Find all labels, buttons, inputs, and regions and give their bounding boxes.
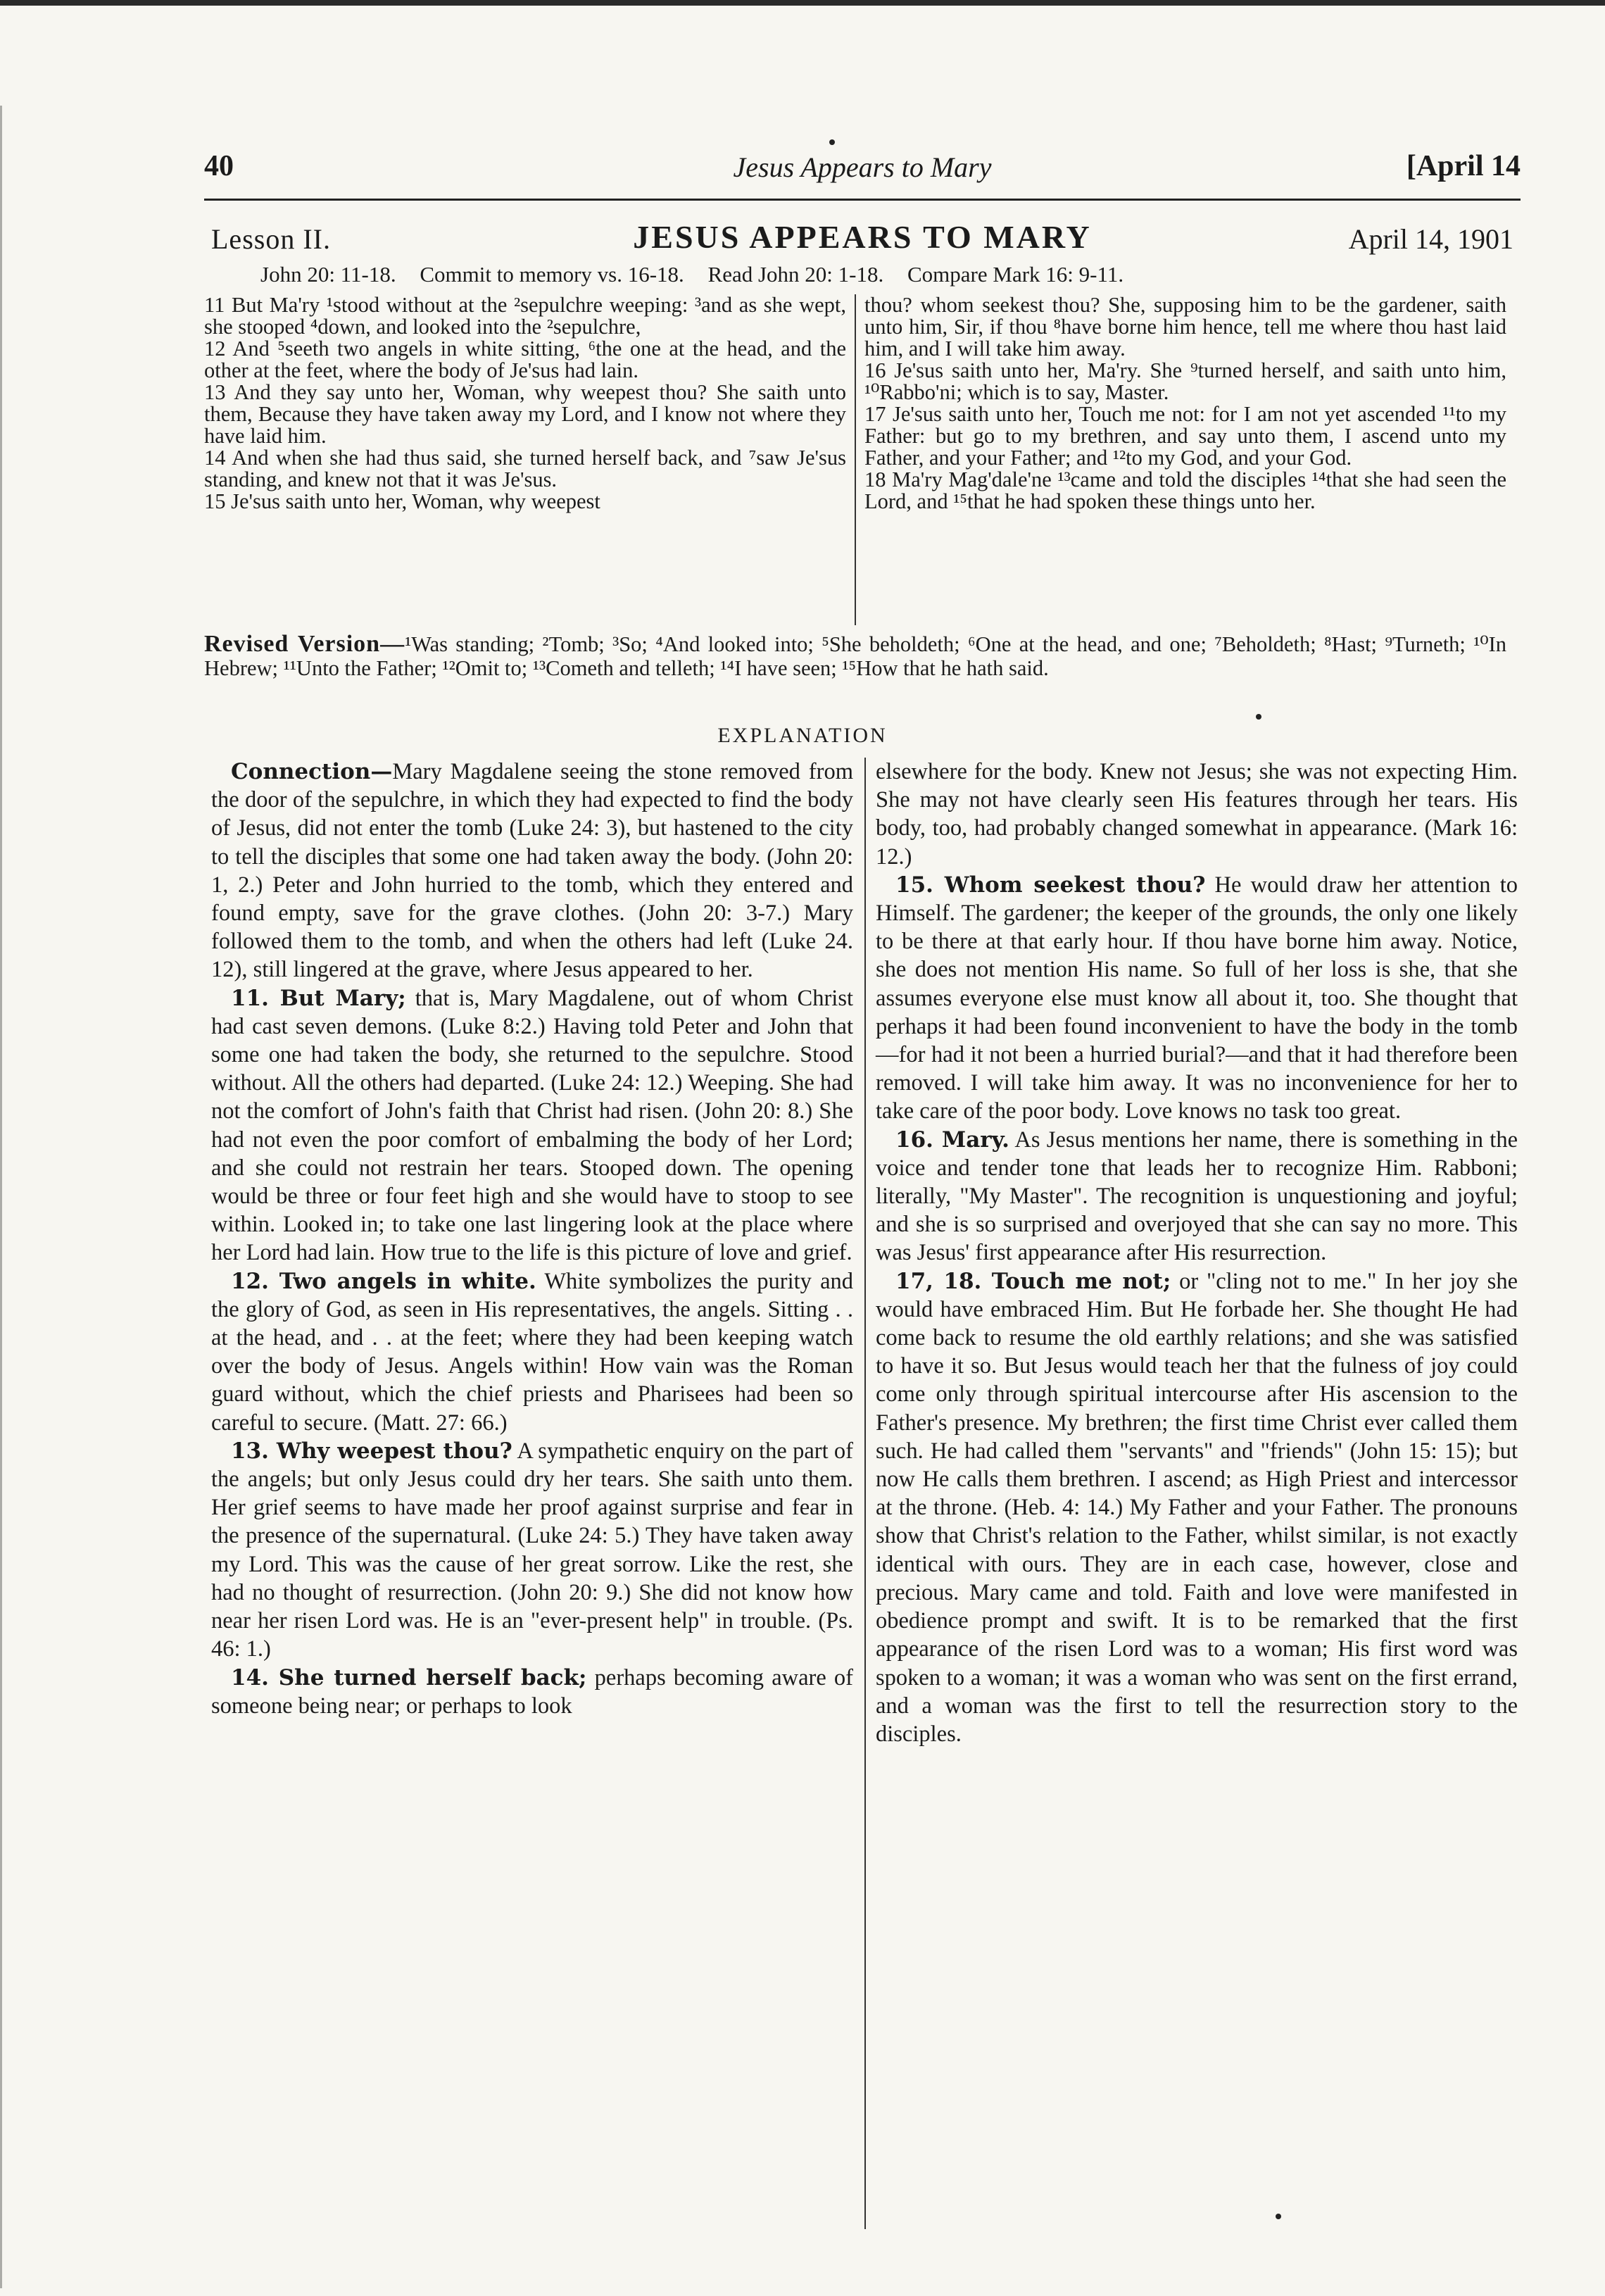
- verse-15-start: 15 Je'sus saith unto her, Woman, why weepest: [204, 489, 600, 513]
- paragraph-text: or "cling not to me." In her joy she would have embraced Him. But He forbade her. She thought He had come back to resume the old earthly relations; and she was satisfied to have it so. But Jesus would teach her that the fulness of joy could come only through spiritual intercourse after His ascension to the Father's presence. My brethren; the first time Christ ever called them such. He had called them "servants" and "friends" (John 15: 15); but now He calls them brethren. I ascend; as High Priest and intercessor at the throne. (Heb. 4: 14.) My Father and your Father. The pronouns show that Christ's relation to the Father, whilst similar, is not exactly identical with ours. They are in each case, however, close and precious. Mary came and told. Faith and love were manifested in obedience prompt and swift. It is to be remarked that the first appearance of the risen Lord was to a woman; His first word was spoken to a woman; it was a woman who was sent on the first errand, and a woman was the first to tell the resurrection story to the disciples.: [876, 1268, 1518, 1747]
- verse-12: 12 And ⁵seeth two angels in white sitting, ⁶the one at the head, and the other at the feet, where the body of Je'sus had lain.: [204, 337, 846, 382]
- paragraph-lead: 16. Mary.: [895, 1127, 1009, 1153]
- paragraph-text: A sympathetic enquiry on the part of the angels; but only Jesus could dry her tears. She saith unto them. Her grief seems to have made her proof against surprise and fear in the presence of the supernatural. (Luke 24: 5.) They have taken away my Lord. This was the cause of her great sorrow. Like the rest, she had no thought of resurrection. (John 20: 9.) She did not know how near her risen Lord was. He is an "ever-present help" in trouble. (Ps. 46: 1.): [211, 1438, 854, 1662]
- print-speck: [829, 139, 835, 145]
- paragraph-text: Mary Magdalene seeing the stone removed from the door of the sepulchre, in which they had expected to find the body of Jesus, did not enter the tomb (Luke 24: 3), but hastened to the city to tell the disciples that some one had taken away the body. (John 20: 1, 2.) Peter and John hurried to the tomb, which they entered and found empty, save for the grave clothes. (John 20: 3-7.) Mary followed them to the tomb, and when the others had left (Luke 24. 12), still lingered at the grave, where Jesus appeared to her.: [211, 759, 853, 983]
- note-verse-13: [211, 1437, 853, 1664]
- column-rule: [855, 294, 856, 625]
- lesson-date: April 14, 1901: [1348, 223, 1513, 255]
- paragraph-lead: 12. Two angels in white.: [231, 1268, 536, 1294]
- lesson-heading: [211, 218, 1513, 261]
- scan-edge-top: [0, 0, 1605, 6]
- paragraph-lead: 14. She turned herself back;: [231, 1664, 587, 1690]
- paragraph-lead: 13. Why weepest thou?: [231, 1438, 512, 1464]
- verse-11: 11 But Ma'ry ¹stood without at the ²sepulchre weeping: ³and as she wept, she stooped ⁴down, and looked into the ²sepulchre,: [204, 293, 846, 339]
- note-verse-12: [211, 1267, 853, 1437]
- paragraph-text: perhaps becoming aware of someone being near; or perhaps to look: [211, 1664, 854, 1719]
- scan-edge-left: [0, 106, 10, 2288]
- revised-version-notes: [204, 632, 1506, 680]
- scripture-column-left: [204, 294, 846, 513]
- paragraph-lead: 11. But Mary;: [231, 985, 406, 1011]
- paragraph-text: elsewhere for the body. Knew not Jesus; she was not expecting Him. She may not have clearly seen His features through her tears. His body, too, had probably changed somewhat in appearance. (Mark 16: 12.): [876, 759, 1518, 870]
- column-rule: [864, 758, 866, 2229]
- ref-passage: John 20: 11-18.: [260, 262, 396, 287]
- verse-14: 14 And when she had thus said, she turned herself back, and ⁷saw Je'sus standing, and knew not that it was Je'sus.: [204, 446, 846, 491]
- verse-13: 13 And they say unto her, Woman, why weepest thou? She saith unto them, Because they have taken away my Lord, and I know not where they have laid him.: [204, 380, 846, 448]
- verse-17: 17 Je'sus saith unto her, Touch me not: for I am not yet ascended ¹¹to my Father: but go to my brethren, and say unto them, I ascend unto my Father, and your Father; and ¹²to my God, and your God.: [864, 402, 1506, 470]
- verse-15-end: thou? whom seekest thou? She, supposing him to be the gardener, saith unto him, Sir, if thou ⁸have borne him hence, tell me where thou hast laid him, and I will take him away.: [864, 293, 1506, 360]
- lesson-title: JESUS APPEARS TO MARY: [633, 219, 1092, 255]
- revised-version-text: ¹Was standing; ²Tomb; ³So; ⁴And looked into; ⁵She beholdeth; ⁶One at the head, and one; ⁷Beholdeth; ⁸Hast; ⁹Turneth; ¹⁰In Hebrew; ¹¹Unto the Father; ¹²Omit to; ¹³Cometh and telleth; ¹⁴I have seen; ¹⁵How that he hath said.: [204, 632, 1506, 680]
- paragraph-text: As Jesus mentions her name, there is something in the voice and tender tone that leads her to recognize Him. Rabboni; literally, "My Master". The recognition is unquestioning and joyful; and she is so surprised and overjoyed that she can say no more. This was Jesus' first appearance after His resurrection.: [876, 1127, 1518, 1266]
- running-title: Jesus Appears to Mary: [733, 151, 992, 183]
- lesson-number: Lesson II.: [211, 223, 331, 255]
- paragraph-lead: 17, 18. Touch me not;: [895, 1268, 1171, 1294]
- connection-paragraph: [211, 758, 853, 984]
- ref-read: Read John 20: 1-18.: [707, 262, 884, 287]
- explanation-column-right: [876, 758, 1518, 1748]
- note-verses-17-18: [876, 1267, 1518, 1748]
- scripture-column-right: [864, 294, 1506, 513]
- page-number: 40: [204, 150, 234, 182]
- print-speck: [1256, 714, 1261, 720]
- paragraph-lead: Connection—: [231, 759, 393, 784]
- revised-version-heading: Revised Version—: [204, 631, 405, 657]
- running-date: [April 14: [1406, 150, 1521, 182]
- scripture-text: [204, 294, 1506, 634]
- paragraph-text: White symbolizes the purity and the glory of God, as seen in His representatives, the angels. Sitting . . at the head, and . . at the feet; where they had been keeping watch over the body of Jesus. Angels within! How vain was the Roman guard without, which the chief priests and Pharisees had been so careful to secure. (Matt. 27: 66.): [211, 1268, 853, 1436]
- explanation-column-left: [211, 758, 853, 1720]
- running-head: [204, 149, 1521, 201]
- note-verse-15: [876, 871, 1518, 1126]
- ref-compare: Compare Mark 16: 9-11.: [907, 262, 1124, 287]
- verse-18: 18 Ma'ry Mag'dale'ne ¹³came and told the disciples ¹⁴that she had seen the Lord, and ¹⁵that he had spoken these things unto her.: [864, 468, 1506, 513]
- ref-memory: Commit to memory vs. 16-18.: [420, 262, 684, 287]
- verse-16: 16 Je'sus saith unto her, Ma'ry. She ⁹turned herself, and saith unto him, ¹⁰Rabbo'ni; which is to say, Master.: [864, 358, 1506, 404]
- note-verse-14: [211, 1664, 853, 1720]
- explanation-heading: EXPLANATION: [717, 724, 888, 747]
- explanation-body: [211, 758, 1521, 2243]
- note-verse-16: [876, 1126, 1518, 1267]
- paragraph-lead: 15. Whom seekest thou?: [895, 872, 1206, 898]
- paragraph-text: that is, Mary Magdalene, out of whom Christ had cast seven demons. (Luke 8:2.) Having told Peter and John that some one had taken the body, she returned to the sepulchre. Stood without. All the others had departed. (Luke 24: 12.) Weeping. She had not the comfort of John's faith that Christ had risen. (John 20: 8.) She had not even the poor comfort of embalming the body of her Lord; and she could not restrain her tears. Stooped down. The opening would be three or four feet high and she would have to stoop to see within. Looked in; to take one last lingering look at the place where her Lord had lain. How true to the life is this picture of love and grief.: [211, 985, 853, 1266]
- paragraph-text: He would draw her attention to Himself. The gardener; the keeper of the grounds, the only one likely to be there at that early hour. If thou have borne him away. Notice, she does not mention His name. So full of her loss is she, that she assumes everyone else must know all about it, too. She thought that perhaps it had been found inconvenient to have the body in the tomb—for had it not been a hurried burial?—and that it had therefore been removed. I will take him away. It was no inconvenience for her to take care of the poor body. Love knows no task too great.: [876, 872, 1518, 1124]
- lesson-references: [260, 262, 1535, 287]
- note-verse-14-cont: [876, 758, 1518, 871]
- print-speck: [1276, 2214, 1281, 2219]
- note-verse-11: [211, 984, 853, 1267]
